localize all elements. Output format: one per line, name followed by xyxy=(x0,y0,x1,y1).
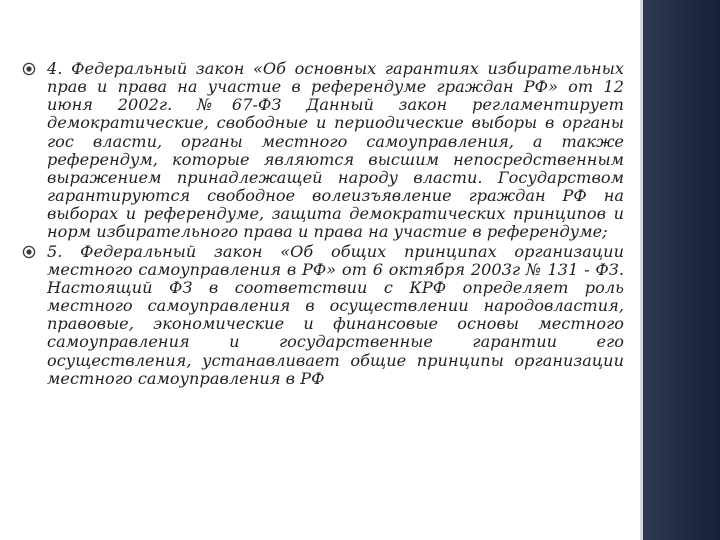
ringed-dot-bullet-icon xyxy=(22,62,36,76)
ringed-dot-bullet-icon xyxy=(22,245,36,259)
bullet-item-4 xyxy=(22,60,624,242)
bullet-text: 5. Федеральный закон «Об общих принципах организации местного самоуправления в РФ» от 6 октября 2003г № 131 - ФЗ. Настоящий ФЗ в соответствии с КРФ определяет роль местного самоуправления в осуществлении народовластия, правовые, экономические и финансовые основы местного самоуправления и государственные гарантии его осуществления, устанавливает общие принципы организации местного самоуправления в РФ xyxy=(47,241,624,388)
bullet-list xyxy=(22,60,624,388)
bullet-item-5 xyxy=(22,243,624,388)
decorative-sidebar xyxy=(643,0,720,540)
bullet-text: 4. Федеральный закон «Об основных гарантиях избирательных прав и права на участие в референдуме граждан РФ» от 12 июня 2002г. №67-ФЗ Данный закон регламентирует демократические, свободные и периодические выборы в органы гос власти, органы местного самоуправления, а также референдум, которые являются высшим непосредственным выражением принадлежащей народу власти. Государством гарантируются свободное волеизъявление граждан РФ на выборах и референдуме, защита демократических принципов и норм избирательного права и права на участие в референдуме; xyxy=(47,59,624,242)
